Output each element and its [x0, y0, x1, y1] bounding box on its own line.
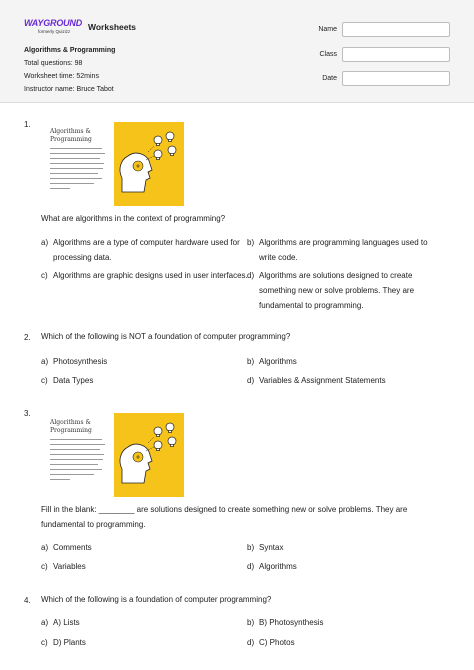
worksheet-title: Algorithms & Programming	[24, 47, 116, 54]
option-text: Algorithms are a type of computer hardware used for processing data.	[53, 238, 240, 262]
date-input[interactable]	[342, 71, 450, 86]
name-field-row	[300, 22, 450, 38]
question-text: Which of the following is NOT a foundation of computer programming?	[41, 332, 291, 341]
image-text-card	[42, 122, 112, 206]
name-input[interactable]	[342, 22, 450, 37]
question-image	[42, 413, 188, 497]
wayground-logo	[24, 18, 84, 38]
option-letter: a)	[41, 357, 49, 366]
question-image	[42, 122, 188, 206]
name-label: Name	[318, 26, 337, 33]
option-text: Comments	[53, 543, 92, 552]
question-text: Fill in the blank: ________ are solutions designed to create something new or solve problems. They are fundamental to programming.	[41, 505, 408, 529]
option-letter: b)	[247, 357, 255, 366]
option-letter: d)	[247, 271, 255, 280]
section-title: Worksheets	[88, 22, 137, 32]
option-text: Algorithms	[259, 562, 297, 571]
question-number: 1.	[24, 120, 31, 129]
question-number: 4.	[24, 596, 31, 605]
option-text: Variables & Assignment Statements	[259, 376, 386, 385]
option-letter: a)	[41, 618, 49, 627]
option-letter: c)	[41, 376, 48, 385]
logo-wordmark: WAYGROUND	[24, 18, 83, 28]
option-letter: a)	[41, 543, 49, 552]
option-letter: c)	[41, 562, 48, 571]
class-input[interactable]	[342, 47, 450, 62]
option-text: B) Photosynthesis	[259, 618, 324, 627]
option-text: Data Types	[53, 376, 94, 385]
brand	[24, 18, 136, 38]
option-letter: b)	[247, 618, 255, 627]
option-text: D) Plants	[53, 638, 86, 647]
question-text: What are algorithms in the context of programming?	[41, 214, 226, 223]
option-text: C) Photos	[259, 638, 295, 647]
option-letter: c)	[41, 271, 48, 280]
option-letter: d)	[247, 376, 255, 385]
date-field-row	[300, 71, 450, 87]
option-letter: d)	[247, 638, 255, 647]
option-letter: a)	[41, 238, 49, 247]
option-text: Algorithms are graphic designs used in user interfaces.	[53, 271, 248, 280]
option-text: Algorithms	[259, 357, 297, 366]
logo-subtitle: formerly Quizizz	[38, 29, 71, 34]
class-field-row	[300, 47, 450, 63]
option-letter: d)	[247, 562, 255, 571]
head-lightbulb-illustration	[114, 413, 184, 497]
option-letter: b)	[247, 543, 255, 552]
option-letter: b)	[247, 238, 255, 247]
image-card-title: Algorithms & Programming	[50, 128, 92, 143]
worksheet-time: Worksheet time: 52mins	[24, 73, 99, 80]
head-lightbulb-illustration	[114, 122, 184, 206]
total-questions: Total questions: 98	[24, 60, 83, 67]
option-text: Photosynthesis	[53, 357, 108, 366]
option-text: Algorithms are solutions designed to create something new or solve problems. They are fundamental to programming.	[259, 271, 415, 310]
image-text-card	[42, 413, 112, 497]
option-text: Algorithms are programming languages used to write code.	[259, 238, 428, 262]
option-text: A) Lists	[53, 618, 80, 627]
question-number: 3.	[24, 409, 31, 418]
option-letter: c)	[41, 638, 48, 647]
worksheet-meta	[24, 44, 115, 96]
worksheet-header	[0, 0, 474, 103]
image-card-title: Algorithms & Programming	[50, 419, 92, 434]
question-number: 2.	[24, 333, 31, 342]
instructor-name: Instructor name: Bruce Tabot	[24, 86, 114, 93]
option-text: Syntax	[259, 543, 284, 552]
option-text: Variables	[53, 562, 86, 571]
date-label: Date	[322, 75, 337, 82]
class-label: Class	[319, 51, 337, 58]
question-text: Which of the following is a foundation of computer programming?	[41, 595, 272, 604]
